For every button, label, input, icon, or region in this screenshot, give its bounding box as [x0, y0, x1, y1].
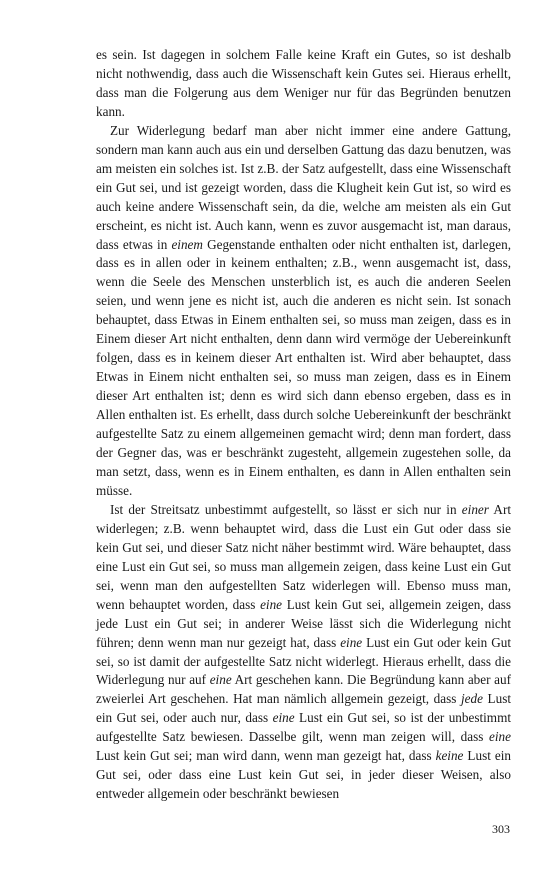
- text-run: es sein. Ist dagegen in solchem Falle keine Kraft ein Gutes, so ist deshalb nicht nothwendig, dass auch die Wissenschaft kein Gutes sei. Hieraus erhellt, dass man die Folgerung aus dem Weniger nur für das Begründen benutzen kann.: [96, 47, 511, 119]
- text-run: Lust ein Gut oder kein Gut sei, so ist damit der aufgestellte Satz nicht widerlegt. Hieraus erhellt, dass die Widerlegung nur auf: [96, 634, 511, 688]
- paragraph: [96, 122, 511, 501]
- emphasized-text: einer: [461, 501, 489, 517]
- emphasized-text: eine: [272, 710, 295, 726]
- paragraph: [96, 501, 511, 804]
- paragraph: [96, 46, 511, 122]
- emphasized-text: keine: [435, 748, 464, 764]
- page-body: [96, 46, 511, 804]
- text-run: Lust kein Gut sei; man wird dann, wenn man gezeigt hat, dass: [96, 748, 436, 764]
- text-run: Art geschehen kann. Die Begründung kann aber auf zweierlei Art geschehen. Hat man nämlich allgemein gezeigt, dass: [96, 672, 512, 707]
- text-run: Lust ein Gut sei, oder dass eine Lust kein Gut sei, in jeder dieser Weisen, also entweder allgemein oder beschränkt bewiesen: [96, 748, 511, 802]
- text-run: Gegenstande enthalten oder nicht enthalten ist, darlegen, dass es in allen oder in keinem enthalten; z.B., wenn ausgemacht ist, dass, wenn die Seele des Menschen unsterblich ist, es auch die anderen Seelen seien, und wenn jene es nicht ist, auch die anderen es nicht sein. Ist sonach behauptet, dass Etwas in Einem enthalten sei, so muss man zeigen, dass es in Einem dieser Art nicht enthalten, denn dann wird vermöge der Uebereinkunft folgen, dass es in keinem dieser Art enthalten ist. Wird aber behauptet, dass Etwas in Einem nicht enthalten sei, so muss man zeigen, dass es in Einem dieser Art enthalten ist; denn es wird sich dann ebenso ergeben, dass es in Allen enthalten ist. Es erhellt, dass durch solche Uebereinkunft der beschränkt aufgestellte Satz zu einem allgemeinen gemacht wird; denn man fordert, dass der Gegner das, was er beschränkt zugesteht, allgemein zugestehen solle, da man setzt, dass, wenn es in Einem enthalten, es dann in Allen enthalten sein müsse.: [96, 236, 511, 498]
- text-run: Lust ein Gut sei, oder auch nur, dass: [96, 691, 511, 726]
- emphasized-text: einem: [171, 236, 203, 252]
- page-number: 303: [492, 822, 510, 836]
- emphasized-text: eine: [209, 672, 232, 688]
- text-run: Lust ein Gut sei, so ist der unbestimmt aufgestellte Satz bewiesen. Dasselbe gilt, wenn man zeigen will, dass: [96, 710, 511, 745]
- emphasized-text: eine: [489, 729, 511, 745]
- text-run: Lust kein Gut sei, allgemein zeigen, dass jede Lust ein Gut sei; in anderer Weise lässt sich die Widerlegung nicht führen; denn wenn man nur gezeigt hat, dass: [96, 596, 511, 650]
- emphasized-text: eine: [260, 596, 283, 612]
- text-run: Ist der Streitsatz unbestimmt aufgestellt, so lässt er sich nur in: [110, 501, 462, 517]
- emphasized-text: jede: [460, 691, 483, 707]
- emphasized-text: eine: [340, 634, 363, 650]
- text-run: Art widerlegen; z.B. wenn behauptet wird, dass die Lust ein Gut oder dass sie kein Gut sei, und dieser Satz nicht näher bestimmt wird. Wäre behauptet, dass eine Lust ein Gut sei, so muss man allgemein zeigen, dass keine Lust ein Gut sei, wenn man den aufgestellten Satz widerlegen will. Ebenso muss man, wenn behauptet worden, dass: [96, 501, 512, 612]
- text-run: Zur Widerlegung bedarf man aber nicht immer eine andere Gattung, sondern man kann auch aus ein und derselben Gattung das dazu benutzen, was am meisten ein solches ist. Ist z.B. der Satz aufgestellt, dass eine Wissenschaft ein Gut sei, und ist gezeigt worden, dass die Klugheit kein Gut ist, so wird es auch keine andere Wissenschaft sein, da die, welche am meisten als ein Gut erscheint, es nicht ist. Auch kann, wenn es zuvor ausgemacht ist, man daraus, dass etwas in: [96, 122, 511, 252]
